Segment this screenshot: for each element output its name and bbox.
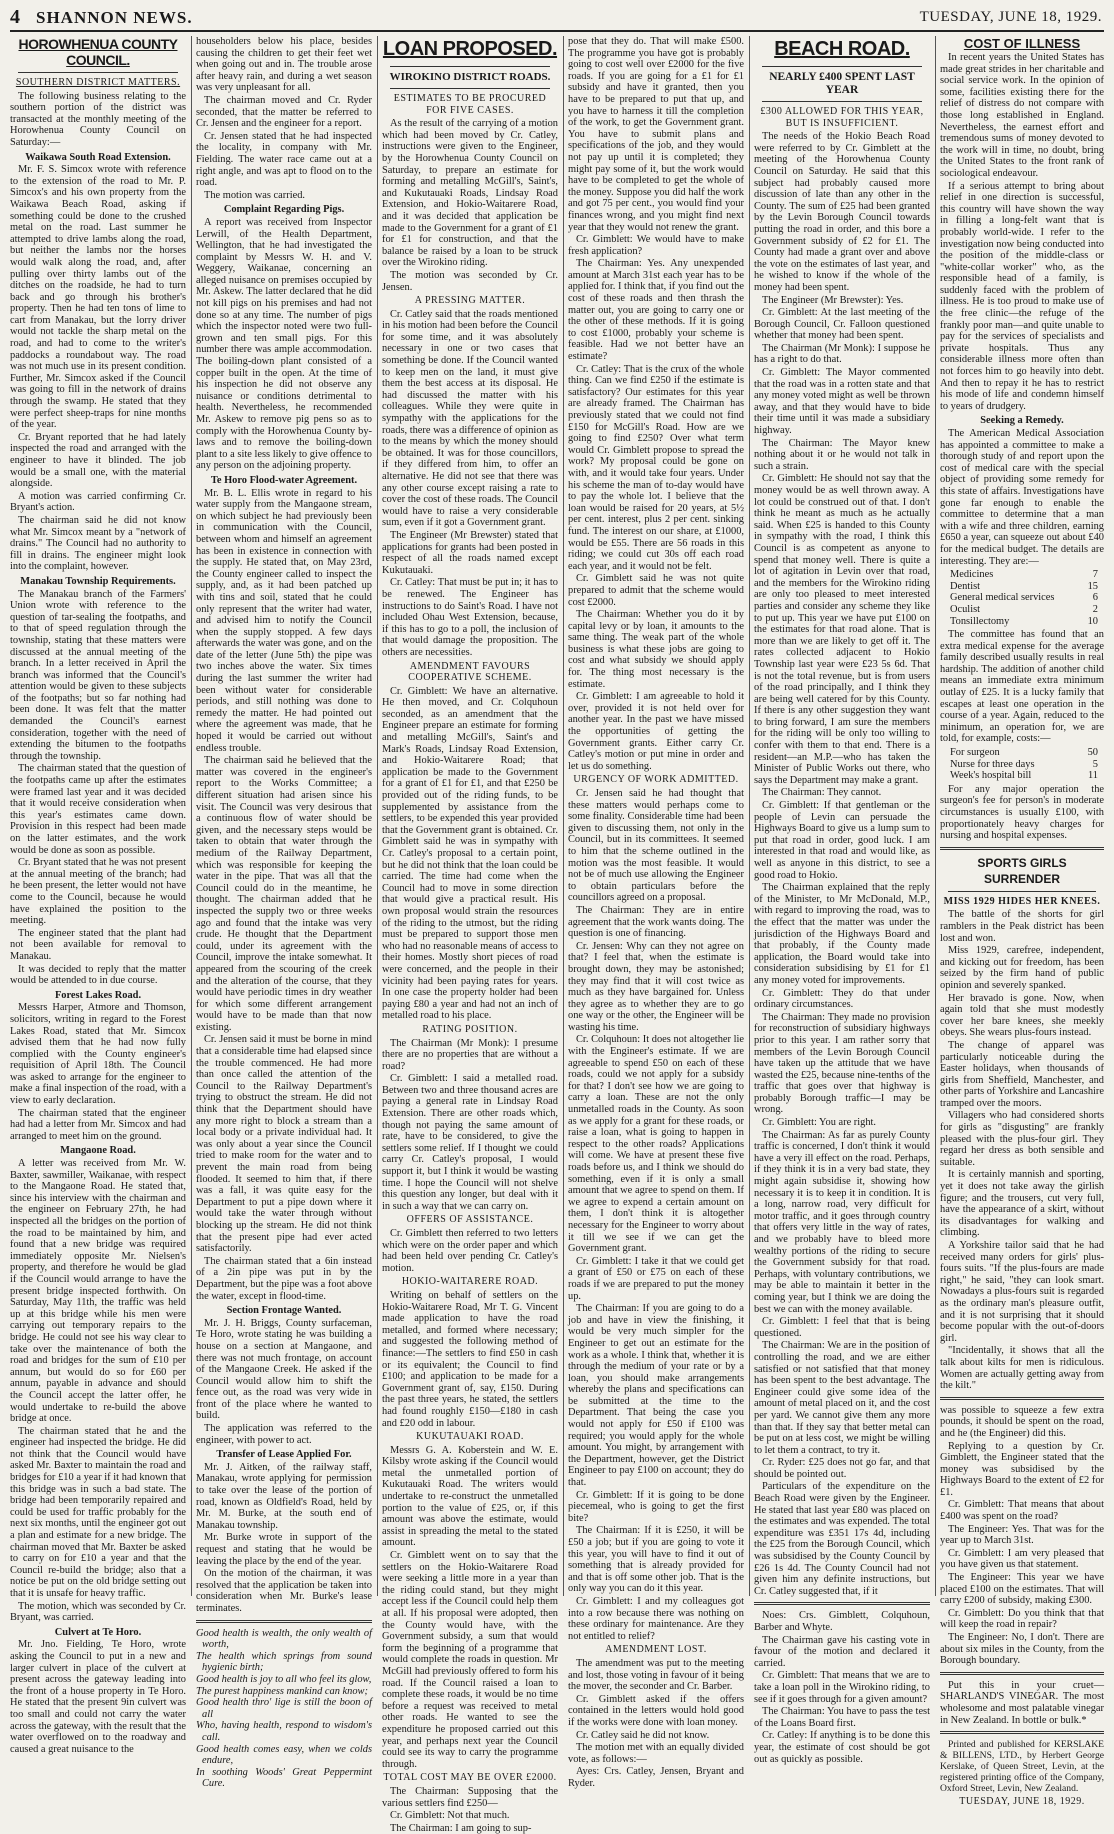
paragraph: The Chairman explained that the reply of the Minister, to Mr McDonald, M.P., with regard to improving the road, was to the effect that the matter was under the jurisdiction of the Highways Board and that probably, if the County made application, the Board would take into consideration subsidising by £1 for £1 any money voted for improvements.: [754, 882, 930, 986]
paragraph: Cr. Gimblett: He should not say that the money would be as well thrown away. A lot could be construed out of that. I don't think he meant as much as he actually said. When £25 is handed to this County in sympathy with the road, I think this Council is as competent as anyone to spend that money well. There is quite a lot of agitation in Levin over that road, and the members for the Wirokino riding are only too pleased to meet interested parties and consider any scheme they like to put up. This year we have put £100 on the estimates for that road alone. That is more than we are likely to get off it. The rates collected adjacent to Hokio Township last year were £23 5s 6d. That is not the total revenue, but is from users of the road principally, and I think they are being well catered for by this County. If there is any other suggestion they want to bring forward, I am sure the members for the riding will be only too willing to confer with them to that end. There is a resident—an M.P.—who has taken the Minister of Public Works out there, who says the Department may make a grant.: [754, 473, 930, 786]
section-heading: TOTAL COST MAY BE OVER £2000.: [383, 1772, 557, 1784]
paragraph: The Chairman: The Mayor knew nothing about it or he would not talk in such a strain.: [754, 437, 930, 472]
poem-line: Good health comes easy, when we colds endure,: [196, 1743, 372, 1767]
paragraph: Replying to a question by Cr. Gimblett, the Engineer stated that the money was subsidised by the Highways Board to the extent of £2 for £1.: [940, 1440, 1104, 1498]
paragraph: The motion was carried.: [204, 189, 305, 201]
paragraph: The amendment was put to the meeting and lost, those voting in favour of it being the mover, the seconder and Cr. Barber.: [568, 1657, 744, 1693]
paragraph: Cr. Gimblett then referred to two letters which were on the order paper and which had been held over pending Cr. Catley's motion.: [382, 1228, 558, 1274]
paragraph: The Chairman: I am going to sup-: [390, 1822, 532, 1834]
paragraph: Cr. Gimblett: I and my colleagues got into a row because there was nothing on these ordinary for maintenance. Are they not entitled to relief?: [568, 1595, 744, 1642]
table-cell: General medical services: [950, 592, 1055, 604]
section-heading: Manakau Township Requirements.: [20, 575, 176, 587]
paragraph: Cr. Gimblett went on to say that the settlers on the Hokio-Waitarere Road were seeking a little more in a year than the riding could stand, but they might accept less if the Council could help them at all. If his proposal were adopted, then the County would have, with the Government subsidy, a sum that would form the beginning of a programme that would complete the roads in question. Mr McGill had previously offered to form his road. If the Council raised a loan to complete these roads, it would be no time before a request was received to metal other roads. He wanted to see the expenditure he proposed carried out this year, and perhaps next year the Council could see its way to carry the programme through.: [382, 1550, 558, 1770]
poem-line: Good health is wealth, the only wealth of worth,: [196, 1627, 372, 1651]
section-heading: URGENCY OF WORK ADMITTED.: [573, 774, 739, 786]
table-row: [950, 581, 1104, 593]
table-cell: 6: [1092, 592, 1098, 604]
paragraph: Cr. Gimblett: I said a metalled road. Between two and three thousand acres are paying a general rate in Lindsay Road Extension. There are other roads which, though not paying the same amount of rate, have to be considered, to give the settlers some relief. If I thought we could carry Cr. Catley's proposal, I would support it, but I think it would be wasting time. I hope the Council will not shelve this question any longer, but deal with it in such a way that we can carry on.: [382, 1073, 558, 1212]
paragraph: pose that they do. That will make £500. The programme you have got is probably going to cost well over £2000 for the five roads. If you are going for a £1 for £1 subsidy and have it granted, then you have to be prepared to put that up, and you have to harness it till the completion of the work, to get the Government grant. You have to submit plans and specifications of the job, and they would not pay up until it is completed; they might pay some of it, but the work would have to be completed to get the whole of the money. Suppose you did half the work and got 75 per cent., you would find your finances wrong, and you might find next year that they would not renew the grant.: [568, 36, 744, 233]
paragraph: The motion met with an equally divided vote, as follows:—: [568, 1742, 744, 1765]
section-heading: Mangaone Road.: [60, 1145, 136, 1157]
table-cell: 11: [1087, 770, 1098, 782]
section-heading: A PRESSING MATTER.: [414, 295, 526, 307]
section-heading: AMENDMENT FAVOURS COOPERATIVE SCHEME.: [408, 660, 532, 684]
headline-loan-proposed: LOAN PROPOSED.: [382, 38, 558, 60]
newspaper-page: [10, 36, 1104, 1834]
table-row: [950, 616, 1104, 628]
paragraph: The Engineer: This year we have placed £100 on the estimates. That will carry £200 of subsidy, making £300.: [940, 1572, 1104, 1607]
poem-line: The health which springs from sound hygienic birth;: [196, 1650, 372, 1674]
table-cell: Tonsillectomy: [950, 615, 1010, 627]
table-cell: 10: [1087, 615, 1098, 627]
paragraph: In recent years the United States has made great strides in her charitable and social service work. In the opinion of some, facilities existing there for the relief of distress do not compare with those long established in England. Nevertheless, the earnest effort and tremendous sums of money devoted to the work will in time, no doubt, bring the United States to the front rank of sociological endeavour.: [940, 52, 1104, 179]
paragraph: Cr. Gimblett: I am very pleased that you have given us that statement.: [940, 1547, 1104, 1571]
paragraph: The American Medical Association has appointed a committee to make a thorough study of and report upon the cost of medical care with the special object of providing some remedy for this state of affairs. Investigations have gone far enough to enable the committee to determine that a man with a wife and three children, earning £650 a year, can squeeze out about £40 for the medical budget. The details are interesting. They are:—: [940, 428, 1104, 567]
section-heading: Transfer of Lease Applied For.: [216, 1449, 352, 1461]
column-3: [382, 36, 558, 1834]
column-rule: [191, 36, 192, 1596]
paragraph: Cr. Gimblett: The Mayor commented that the road was in a rotten state and that any money voted might as well be thrown away, and that they would have to bide their time until it was made a subsidiary highway.: [754, 367, 930, 437]
paragraph: The Chairman: As far as purely County traffic is concerned, I don't think it would have a very ill effect on the road. Perhaps, if they think it is in a very bad state, they might again subsidise it, showing how necessary it is to keep it in condition. It is a long, narrow road, very difficult for motor traffic, and it goes through country that offers very little in the way of rates, and we probably have to bleed more wealthy portions of the riding to secure the Government subsidy for that road. Perhaps, with voluntary contributions, we may be able to maintain it better in the coming year, but I think we are doing the best we can with the money available.: [754, 1129, 930, 1315]
paragraph: Cr. Gimblett: We have an alternative. He then moved, and Cr. Colquhoun seconded, as an amendment that the Engineer prepare an estimate for forming and metalling McGill's, Saint's and Mark's Roads, Lindsay Road Extension, and Hokio-Waitarere Road; that application be made to the Government for a grant of £1 for £1, and that £250 be provided out of the riding funds, to be supplemented by assistance from the settlers, to be expended this year provided that the Government grant is obtained. Cr. Gimblett said he was in sympathy with Cr. Catley's proposal to a certain point, but he did not think that the loan could be carried. The time had come when the Council had to move in some direction that would give a practical result. His own proposal would strain the resources of the riding to the utmost, but the riding must be prepared to support those men who had no reasonable means of access to their homes. Mostly short pieces of road were concerned, and the people in their vicinity had been paying rates for years. In one case the property holder had been paying £80 a year and had not an inch of metalled road to his place.: [382, 685, 558, 1022]
table-cell: Week's hospital bill: [950, 770, 1032, 782]
paragraph: Cr. Gimblett: They do that under ordinary circumstances.: [754, 987, 930, 1011]
paragraph: householders below his place, besides causing the children to get their feet wet when going out and in. The trouble arose after heavy rain, and during a wet season was very unpleasant for all.: [196, 36, 372, 94]
paragraph: The chairman moved and Cr. Ryder seconded, that the matter be referred to Cr. Jensen and the engineer for a report.: [196, 94, 372, 130]
column-4: [568, 36, 744, 1789]
poem-line: Who, having health, respond to wisdom's call.: [196, 1720, 372, 1743]
paragraph: Cr. Bryant stated that he was not present at the annual meeting of the branch; had he been present, the letter would not have come to the Council, because he would have explained the position to the meeting.: [10, 857, 186, 927]
paragraph: Messrs G. A. Koberstein and W. E. Kilsby wrote asking if the Council would metal the unmetalled portion of Kukutauaki Road. The writers would undertake to re-construct the unmetalled portion to the value of £25, or, if this amount was above the estimate, would assist in spreading the metal to the stated amount.: [382, 1444, 558, 1549]
paragraph: Mr. J. Aitken, of the railway staff, Manakau, wrote applying for permission to take over the lease of the portion of road, known as Oldfield's Road, held by Mr. M. Burke, at the south end of Manakau township.: [196, 1461, 372, 1531]
paragraph: The chairman stated that the question of the footpaths came up after the estimates were framed last year and it was decided that it would receive consideration when this year's estimates came down. Provision in this respect had been made on the latter estimates, and the work would be done as soon as possible.: [10, 763, 186, 856]
paragraph: Cr. Gimblett: I feel that that is being questioned.: [754, 1316, 930, 1339]
paragraph: A report was received from Inspector Lerwill, of the Health Department, Wellington, that he had investigated the complaint by Messrs W. H. and V. Weggery, Waikanae, concerning an alleged nuisance on premises occupied by Mr. Askew. The latter declared that he did not kill pigs on his premises and had not done so at any time. The number of pigs which the inspector noted were two full-grown and ten small pigs. For this number there was ample accommodation. The boiling-down plant consisted of a copper built in the open. At the time of his inspection he did not observe any nuisance or conditions detrimental to health. Nevertheless, he recommended Mr. Askew to remove pig pens so as to comply with the Horowhenua County by-laws and to remove the boiling-down plant to a site less likely to give offence to any person on the adjoining property.: [196, 216, 372, 472]
table-cell: Oculist: [950, 603, 981, 615]
headline-beach-road: BEACH ROAD.: [774, 38, 910, 60]
headline-council: HOROWHENUA COUNTY COUNCIL.: [18, 36, 178, 68]
paragraph: The Chairman: They cannot.: [762, 787, 882, 799]
headline-sports-girls: SPORTS GIRLS SURRENDER: [977, 855, 1067, 886]
paragraph: Villagers who had considered shorts for girls as "disgusting" are frankly pleased with the plus-four girl. They regard her dress as both sensible and suitable.: [940, 1110, 1104, 1168]
issue-date: TUESDAY, JUNE 18, 1929.: [919, 9, 1102, 25]
paragraph: Cr. Catley: If anything is to be done this year, the estimate of cost should be got out as quickly as possible.: [754, 1730, 930, 1765]
page-number: 4: [10, 6, 20, 28]
paragraph: Cr. Gimblett: Do you think that that will keep the road in repair?: [940, 1607, 1104, 1631]
paragraph: The chairman stated that the engineer had had a letter from Mr. Simcox and had arranged to meet him on the ground.: [10, 1107, 186, 1142]
section-heading: AMENDMENT LOST.: [605, 1644, 707, 1656]
paragraph: Mr. B. L. Ellis wrote in regard to his water supply from the Mangaone stream, on which subject he had previously been in communication with the Council, between whom and himself an agreement has been in existence in connection with the supply. He stated that, on May 23rd, the County engineer called to inspect the supply, and, as it had been patched up with tins and soil, stated that he could only represent that the writer had water, and advised him to notify the Council when the supply stopped. A few days afterwards the water was gone, and on the date of the letter (June 5th) the pipe was two inches above the water. Six times during the last summer the writer had been without water for considerable periods, and still nothing was done to remedy the matter. He had pointed out where the agreement was made, that he hoped it would be carried out without endless trouble.: [196, 487, 372, 754]
subhead-wirokino: WIROKINO DISTRICT ROADS.: [389, 71, 551, 83]
deck-estimates: ESTIMATES TO BE PROCURED FOR FIVE CASES.: [393, 93, 547, 116]
table-cell: Nurse for three days: [950, 758, 1035, 770]
paragraph: was possible to squeeze a few extra pounds, it should be spent on the road, and he (the Engineer) did this.: [940, 1404, 1104, 1439]
table-cell: 50: [1087, 747, 1098, 759]
paragraph: The Engineer: Yes. That was for the year up to March 31st.: [940, 1523, 1104, 1547]
section-heading: Section Frontage Wanted.: [226, 1305, 342, 1317]
table-row: [950, 569, 1104, 581]
paragraph: Cr. Catley said he did not know.: [576, 1729, 710, 1741]
section-heading: HOKIO-WAITARERE ROAD.: [401, 1276, 539, 1288]
table-row: [950, 747, 1104, 759]
table-row: [950, 770, 1104, 782]
paragraph: For any major operation the surgeon's fee for person's in moderate circumstances is usually £100, with proportionately heavy charges for nursing and hospital expenses.: [940, 783, 1104, 842]
paragraph: The chairman stated that a 6in instead of a 2in pipe was put in by the Department, but the pipe was a foot above the water, except in flood-time.: [196, 1255, 373, 1302]
paragraph: It was decided to reply that the matter would be attended to in due course.: [10, 963, 186, 987]
table-cell: 7: [1092, 569, 1098, 581]
paragraph: Noes: Crs. Gimblett, Colquhoun, Barber and Whyte.: [754, 1610, 930, 1633]
paragraph: Cr. Gimblett: That means that we are to take a loan poll in the Wirokino riding, to see if it goes through for a given amount?: [754, 1670, 930, 1705]
paragraph: The Chairman: If it is £250, it will be £50 a job; but if you are going to vote it this year, you will have to find it out of something that is already provided for and that is off some other job. That is the only way you can do it this year.: [568, 1525, 744, 1595]
paragraph: The following business relating to the southern portion of the district was transacted at the monthly meeting of the Horowhenua County Council on Saturday:—: [10, 90, 186, 148]
poem-line: The purest happiness mankind can know;: [196, 1685, 368, 1697]
paragraph: The chairman stated that he and the engineer had inspected the bridge. He did not think that the Council would have asked Mr. Baxter to maintain the road and bridges for £10 a year if it had known that this bridge was in such a bad state. The bridge had been temporarily repaired and could be used for traffic probably for the next six months, until the engineer got out a plan and estimate for a new bridge. The chairman moved that Mr. Baxter be asked to carry on for £10 a year and that the Council re-build the bridge; also that a notice be put on the old bridge setting out that it is unsafe for heavy traffic.: [10, 1425, 186, 1599]
paragraph: Mr. J. H. Briggs, County surfaceman, Te Horo, wrote stating he was building a house on a section at Mangaone, and there was not much frontage, on account of the Mangaone Creek. He asked if the Council would allow him to shift the fence out, as the road was very wide in front of the place where he wanted to build.: [196, 1317, 372, 1422]
column-rule: [749, 36, 750, 1596]
deck-300-allowed: £300 ALLOWED FOR THIS YEAR, BUT IS INSUFFICIENT.: [760, 106, 924, 129]
operation-cost-table: [950, 747, 1104, 782]
paragraph: The chairman said he believed that the matter was covered in the engineer's report to the Works Committee; a different situation had arisen since his visit. The Council was very desirous that a continuous flow of water should be given, and the necessary steps would be taken to obtain that water through the medium of the Railway Department, which was responsible for keeping the water in the pipe. That was all that the Council could do in the meantime, he thought. The chairman added that he inspected the supply two or three weeks ago and found that the intake was very crude. He thought that the Department could, under its agreement with the Council, improve the intake somewhat. It appeared from the scouring of the creek and the alteration of the course, that they would have periodic times in dry weather for which some different arrangement would have to be made than that now existing.: [196, 755, 372, 1033]
vinegar-advertisement: Put this in your cruet—SHARLAND'S VINEGAR. The most wholesome and most palatable vinegar in New Zealand. In bottle or bulk.*: [940, 1679, 1104, 1726]
paragraph: Particulars of the expenditure on the Beach Road were given by the Engineer. He stated that last year £80 was placed on the estimates and was expended. The total expenditure was £351 17s 4d, including the £25 from the Borough Council, which was subsidised by the County Council by £26 1s 4d. The County Council had not given him any definite instructions, but Cr. Catley suggested that, if it: [754, 1481, 930, 1597]
paragraph: Miss 1929, carefree, independent, and kicking out for freedom, has been seized by the firm hand of public opinion and severely spanked.: [940, 945, 1104, 991]
paragraph: The committee has found that an extra medical expense for the average family described usually results in real hardship. The addition of another child means an immediate extra minimum outlay of £25. It is a lucky family that escapes at least one operation in the course of a year. Again, reduced to the minimum, an operation for, we are told, for example, costs:—: [940, 629, 1104, 745]
paragraph: The Chairman: Whether you do it by capital levy or by loan, it amounts to the same thing. The weak part of the whole business is what these jobs are going to cost and what subsidy we should apply for. The thing most necessary is the estimate.: [568, 609, 744, 690]
paragraph: The battle of the shorts for girl ramblers in the Peak district has been lost and won.: [940, 909, 1104, 944]
paragraph: Cr. Jensen said it must be borne in mind that a considerable time had elapsed since the trouble commenced. He had more than once called the attention of the Council to the Railway Department's trying to obstruct the stream. He did not think that the Department should have any more right to block a stream than a local body or a private individual had. It was only about a year since the Council tried to make room for the water and to prevent the main road from being flooded. It seemed to him that, if there was a fall, it was quite easy for the Department to put a pipe down where it would take the water through without blocking up the stream. He did not think that the present pipe had ever acted satisfactorily.: [196, 1034, 372, 1255]
paragraph: "Incidentally, it shows that all the talk about kilts for men is ridiculous. Women are actually getting away from the kilt.": [940, 1345, 1104, 1392]
paragraph: Messrs Harper, Atmore and Thomson, solicitors, writing in regard to the Forest Lakes Road, stated that Mr. Simcox advised them that he had now fully complied with the County engineer's requisition of April 18th. The Council was asked to arrange for the engineer to make a final inspection of the road, with a view to early declaration.: [10, 1002, 186, 1107]
paragraph: Cr. Gimblett: We would have to make fresh application?: [568, 234, 744, 257]
section-heading: Culvert at Te Horo.: [54, 1626, 142, 1638]
paragraph: The Engineer (Mr Brewster) stated that applications for grants had been posted in respect of all the roads named except Kukutauaki.: [382, 529, 558, 576]
poem-line: Good health thro' lige is still the boon of all: [196, 1697, 372, 1720]
paragraph: Mr. F. S. Simcox wrote with reference to the extension of the road to Mr. P. Simcox's and his own property from the Waikawa Beach Road, asking if something could be done to the crushed metal on the road. Last summer he attempted to drive lambs along the road, but neither the lambs nor the horses would walk along the road, and, after pulling over thirty lambs out of the ditches on the roadside, he had to turn back and go through his brother's property. Then he had ten tons of lime to cart from Manakau, but the lorry driver would not tackle the sharp metal on the road, and had to come to the writer's paddocks a roundabout way. The road was not much use in its present condition. Further, Mr. Simcox asked if the Council was going to fill in the network of drains through the swamp. He stated that they were perfect sheep-traps for nine months of the year.: [10, 164, 186, 431]
paragraph: The Chairman: They made no provision for reconstruction of subsidiary highways prior to this year. I am rather sorry that members of the Levin Borough Council have taken up the attitude that we have wasted the £25, because nine-tenths of the traffic that goes over that highway is probably Borough traffic—I may be wrong.: [754, 1011, 930, 1116]
section-heading: Forest Lakes Road.: [54, 989, 142, 1001]
paragraph: The motion, which was seconded by Cr. Bryant, was carried.: [10, 1600, 186, 1624]
table-row: [950, 604, 1104, 616]
paragraph: Writing on behalf of settlers on the Hokio-Waitarere Road, Mr T. G. Vincent made application to have the road metalled, and formed where necessary; and suggested the following method of finance:—The settlers to find £50 in cash or its equivalent; the Council to find £100; and application to be made for a Government grant of, say, £150. During the past three years, he stated, the settlers had found roughly £150—£180 in cash and £20 odd in labour.: [382, 1289, 558, 1429]
table-cell: Medicines: [950, 569, 994, 581]
paragraph: Cr. Gimblett: Not that much.: [390, 1810, 510, 1822]
publisher-imprint: Printed and published for KERSLAKE & BILLENS, LTD., by Herbert George Kerslake, of Queen Street, Levin, at the registered printing office of the Company, Oxford Street, Levin, New Zealand.: [940, 1739, 1104, 1795]
table-cell: For surgeon: [950, 747, 1000, 759]
paragraph: The Chairman (Mr Monk): I suppose he has a right to do that.: [754, 342, 930, 366]
paragraph: Cr. Colquhoun: It does not altogether lie with the Engineer's estimate. If we are agreeable to spend £50 on each of these roads, could we not apply for a subsidy for that? I don't see how we are going to carry a loan. These are not the only unmetalled roads in the County. As soon as we apply for a grant for these roads, or raise a loan, what is going to happen in respect to the other roads? Applications will come. We have at present these five roads before us, and I think we should do something, even if it is only a small amount that we agree to spend on them. If we agree to expend a certain amount on them, I don't think it is altogether necessary for the Engineer to worry about it till we see if we can get the Government grant.: [568, 1034, 744, 1255]
column-rule: [377, 36, 378, 1596]
column-2: [196, 36, 373, 1790]
paragraph: The engineer stated that the plant had not been available for removal to Manakau.: [10, 927, 186, 962]
paragraph: Cr. Gimblett said he was not quite prepared to admit that the scheme would cost £2000.: [568, 573, 744, 608]
column-rule: [563, 36, 564, 1596]
paragraph: The Chairman: Yes. Any unexpended amount at March 31st each year has to be applied for. I think that, if you find out the cost of these roads and then thrash the matter out, you are going to carry one or the other of these methods. If it is going to cost £1000, probably your scheme is feasible. Had we not better have an estimate?: [568, 258, 744, 363]
column-rule: [935, 36, 936, 1596]
table-cell: Dentist: [950, 580, 981, 592]
paragraph: Cr. Jensen: Why can they not agree on that? I feel that, when the estimate is brought down, they may be astonished; they may find that it will cost twice as much as they have bargained for. Unless they agree as to whether they are to go one way or the other, the Engineer will be wasting his time.: [568, 940, 744, 1033]
paragraph: The Chairman: If you are going to do a job and have in view the finishing, it would be very much simpler for the Engineer to get out an estimate for the work as a whole. I think that, whether it is through the medium of your rate or by a loan, you should make arrangements whereby the plans and specifications can be submitted at the time to the Department. That being the case you would not apply for £50 if £100 was required; you would apply for the whole amount. You might, by arrangement with the Department, however, get the District Engineer to pay £100 on account; they do that.: [568, 1303, 744, 1489]
paragraph: Cr. Gimblett: That means that about £400 was spent on the road?: [940, 1499, 1104, 1523]
paragraph: The change of apparel was particularly noticeable during the Easter holidays, when thousands of girls from Sheffield, Manchester, and other parts of Yorkshire and Lancashire tramped over the moors.: [940, 1039, 1104, 1109]
advertisement-poem: [196, 1628, 372, 1790]
section-heading: Te Horo Flood-water Agreement.: [210, 474, 358, 486]
masthead: [10, 6, 1104, 32]
column-6: [940, 36, 1104, 1808]
paragraph: The Manakau branch of the Farmers' Union wrote with reference to the question of tar-sealing the footpaths, and to that of speed regulation through the township, stating that these matters were discussed at the annual meeting of the branch. In a letter received in April the branch was informed that the Council's attention would be given to these subjects of the footpaths; but so far nothing had been done. It was felt that the matter demanded the Council's earnest consideration, together with the need of extending the bitumen to the footpaths through the township.: [10, 588, 186, 762]
paragraph: The Engineer: No, I don't. There are about six miles in the County, from the Borough boundary.: [940, 1632, 1104, 1667]
table-cell: 2: [1092, 603, 1098, 615]
paragraph: The Chairman: You have to pass the test of the Loans Board first.: [754, 1706, 930, 1729]
paragraph: Cr. Ryder: £25 does not go far, and that should be pointed out.: [754, 1457, 930, 1480]
paragraph: Ayes: Crs. Catley, Jensen, Bryant and Ryder.: [568, 1766, 744, 1789]
paragraph: It is certainly mannish and sporting, yet it does not take away the girlish figure; and the trousers, cut very full, have the appearance of a skirt, without its disadvantages for walking and climbing.: [940, 1169, 1104, 1239]
paragraph: Cr. Gimblett: I take it that we could get a grant of £50 or £75 on each of these roads if we are prepared to put the money up.: [568, 1255, 744, 1302]
paragraph: The Engineer (Mr Brewster): Yes.: [762, 294, 904, 306]
headline-cost-of-illness: COST OF ILLNESS: [963, 36, 1081, 51]
paper-name: SHANNON NEWS.: [36, 8, 193, 27]
paragraph: Cr. Gimblett asked if the offers contained in the letters would hold good if the works were done with loan money.: [568, 1693, 744, 1728]
medical-budget-table: [950, 569, 1104, 627]
paragraph: As the result of the carrying of a motion which had been moved by Cr. Catley, instructions were given to the Engineer, by the Horowhenua County Council on Saturday, to prepare an estimate for forming and metalling McGill's, Saint's, and Kukutauaki Roads, Lindsay Road Extension, and Hokio-Waitarere Road, and it was decided that application be made to the Government for a grant of £1 for £1 for construction, and that the balance be raised by a loan to be struck over the Wirokino riding.: [382, 118, 558, 269]
section-heading: KUKUTAUAKI ROAD.: [416, 1431, 524, 1443]
column-5: [754, 36, 930, 1765]
subhead-southern-district: SOUTHERN DISTRICT MATTERS.: [15, 77, 181, 88]
column-1: [10, 36, 186, 1755]
paragraph: Cr. Gimblett: I am agreeable to hold it over, provided it is not held over for another year. In the past we have missed the opportunities of getting the Government grants. Either carry Cr. Catley's motion or put mine in order and let us do something.: [568, 691, 744, 772]
paragraph: The Chairman: Supposing that the various settlers find £250—: [382, 1785, 558, 1809]
paragraph: Cr. Gimblett: You are right.: [762, 1117, 877, 1129]
paragraph: The Chairman: We are in the position of controlling the road, and we are either satisfied or not satisfied that that money has been spent to the best advantage. The Engineer could give some idea of the amount of metal placed on it, and the cost per yard. We cannot give them any more than that. If they say that better metal can be put on at less cost, we might be willing to let them a contract, to try it.: [754, 1340, 930, 1456]
paragraph: Cr. Jensen said he had thought that these matters would perhaps come to some finality. Considerable time had been given to discussing them, not only in the Council, but in its committees. It seemed to him that the scheme outlined in the motion was the most feasible. It would not be of much use allowing the Engineer to obtain particulars before the councillors agreed on a proposal.: [568, 788, 744, 904]
section-heading: OFFERS OF ASSISTANCE.: [406, 1214, 534, 1226]
paragraph: The needs of the Hokio Beach Road were referred to by Cr. Gimblett at the meeting of the Horowhenua County Council on Saturday. He said that this subject had probably caused more discussion of late than any other in the County. The sum of £25 had been granted by the Levin Borough Council towards putting the road in order, and this bore a Government subsidy of £2 for £1. The County had made a grant over and above the vote on the estimates of last year, and he wished to know if the whole of the money had been spent.: [754, 131, 930, 293]
paragraph: If a serious attempt to bring about relief in one direction is successful, this country will have shown the way in filling a long-felt want that is probably world-wide. I refer to the investigation now being conducted into the position of the middle-class or "white-collar worker" who, as the responsible head of a family, is suddenly faced with the problem of illness. He is too proud to make use of the free clinic—the refuge of the frankly poor man—and quite unable to pay for the services of specialists and private hospitals. Thus any considerable illness more often than not forces him to go heavily into debt. And then to repay it he has to restrict his mode of life and condemn himself to years of drudgery.: [940, 180, 1104, 412]
subhead-nearly-400: NEARLY £400 SPENT LAST YEAR: [769, 71, 915, 96]
paragraph: Cr. Catley: That must be put in; it has to be renewed. The Engineer has instructions to do Saint's Road. I have not included Ohau West Extension, because, if this has to go to a poll, the inclusion of that would damage the proposition. The others are necessities.: [382, 577, 558, 658]
paragraph: Cr. Gimblett: If that gentleman or the people of Levin can persuade the Highways Board to give us a lump sum to put that road in order, good luck. I am interested in that road and would like, as well as anyone in this district, to see a good road to Hokio.: [754, 800, 930, 881]
paragraph: Mr. Burke wrote in support of the request and stating that he would be leaving the place by the end of the year.: [196, 1532, 372, 1567]
table-row: [950, 592, 1104, 604]
section-heading: Complaint Regarding Pigs.: [223, 204, 345, 216]
paragraph: Cr. Catley said that the roads mentioned in his motion had been before the Council for some time, and it was absolutely necessary in one or two cases that something be done. If the Council wanted to keep men on the land, it must give them the best access at its disposal. He had discussed the matter with his colleagues. While they were quite in sympathy with the applications for the roads, there was a difference of opinion as to the means by which the money should be obtained. It was for those councillors, if they differed from him, to offer an alternative. He did not see that there was any other course except raising a rate to cover the cost of these roads. The Council would have to raise a very considerable sum, even if it got a Government grant.: [382, 308, 558, 529]
paragraph: The application was referred to the engineer, with power to act.: [196, 1423, 372, 1446]
table-row: [950, 759, 1104, 771]
paragraph: The Chairman gave his casting vote in favour of the motion and declared it carried.: [754, 1634, 930, 1669]
section-heading: Waikawa South Road Extension.: [25, 151, 171, 163]
paragraph: The Chairman (Mr Monk): I presume there are no properties that are without a road?: [382, 1037, 558, 1072]
paragraph: Cr. Gimblett: If it is going to be done piecemeal, who is going to get the first bite?: [568, 1489, 744, 1524]
paragraph: A letter was received from Mr. W. Baxter, sawmiller, Waikanae, with respect to the Mangaone Road. He stated that, since his interview with the chairman and the engineer on February 27th, he had inspected all the bridges on the portion of the road to be maintained by him, and found that a new bridge was required immediately opposite Mr. Nielsen's property, and therefore he would be glad if the Council would arrange to have the present bridge inspected forthwith. On Saturday, May 11th, the traffic was held up at this bridge while his men were carrying out temporary repairs to the bridge. He could not see his way clear to take over the maintenance of both the road and bridges for the sum of £10 per annum, but would do so for £60 per annum, payable in advance and should the Council accept the latter offer, he would undertake to re-build the above bridge at once.: [10, 1158, 186, 1425]
paragraph: The motion was seconded by Cr. Jensen.: [382, 269, 558, 293]
paragraph: A Yorkshire tailor said that he had received many orders for girls' plus-fours suits. "If the plus-fours are made right," he said, "they can look smart. Nowadays a plus-fours suit is regarded as the ordinary man's pleasure outfit, and it is not surprising that it should become popular with the out-of-doors girl.: [940, 1240, 1104, 1344]
paragraph: Cr. Jensen stated that he had inspected the locality, in company with Mr. Fielding. The water race came out at a right angle, and was apt to flood on to the road.: [196, 130, 372, 189]
paragraph: On the motion of the chairman, it was resolved that the application be taken into consideration when Mr. Burke's lease terminates.: [196, 1568, 372, 1614]
paragraph: The chairman said he did not know what Mr. Simcox meant by a "network of drains." The Council had no authority to fill in drains. The engineer might look into the complaint, however.: [10, 514, 186, 573]
paragraph: Mr. Jno. Fielding, Te Horo, wrote asking the Council to put in a new and larger culvert in place of the culvert at present across the gateway leading into the front of a house property in Te Horo. He stated that the present 9in culvert was too small and could not carry the water across the gateway, with the result that the water overflowed on to the roadway and caused a great nuisance to the: [10, 1639, 186, 1755]
poem-line: Good health is joy to all who feel its glow,: [196, 1673, 372, 1685]
imprint-date: TUESDAY, JUNE 18, 1929.: [959, 1796, 1085, 1808]
table-cell: 15: [1087, 580, 1098, 592]
paragraph: Cr. Catley: That is the crux of the whole thing. Can we find £250 if the estimate is satisfactory? Our estimates for this year are already framed. The Chairman has previously stated that we could not find £150 for McGill's Road. How are we going to find £250? Over what term would Cr. Gimblett propose to spread the work? My proposal could be gone on with, and it would take four years. Under his scheme the man of to-day would have to pay the whole lot. I believe that the loan would be raised for 20 years, at 5½ per cent. interest, plus 2 per cent. sinking fund. The interest on our share, at £1000, would be £55. There are 56 roads in this riding; we could cut 30s off each road each year, and it would not be felt.: [568, 363, 744, 572]
paragraph: A motion was carried confirming Cr. Bryant's action.: [10, 490, 186, 514]
paragraph: The Chairman: They are in entire agreement that the work wants doing. The question is one of financing.: [568, 904, 744, 940]
paragraph: Her bravado is gone. Now, when again told that she must modestly cover her bare knees, she meekly obeys. She wears plus-fours instead.: [940, 992, 1104, 1039]
paragraph: Cr. Gimblett: At the last meeting of the Borough Council, Cr. Falloon questioned whether that money had been spent.: [754, 307, 930, 342]
table-cell: 5: [1092, 758, 1098, 770]
subhead-miss-1929: MISS 1929 HIDES HER KNEES.: [943, 895, 1101, 907]
section-heading: Seeking a Remedy.: [980, 415, 1064, 427]
poem-line: In soothing Woods' Great Peppermint Cure.: [196, 1766, 372, 1790]
section-heading: RATING POSITION.: [422, 1023, 518, 1035]
paragraph: Cr. Bryant reported that he had lately inspected the road and arranged with the engineer to have it blinded. The job would be a small one, with the material alongside.: [10, 431, 186, 490]
